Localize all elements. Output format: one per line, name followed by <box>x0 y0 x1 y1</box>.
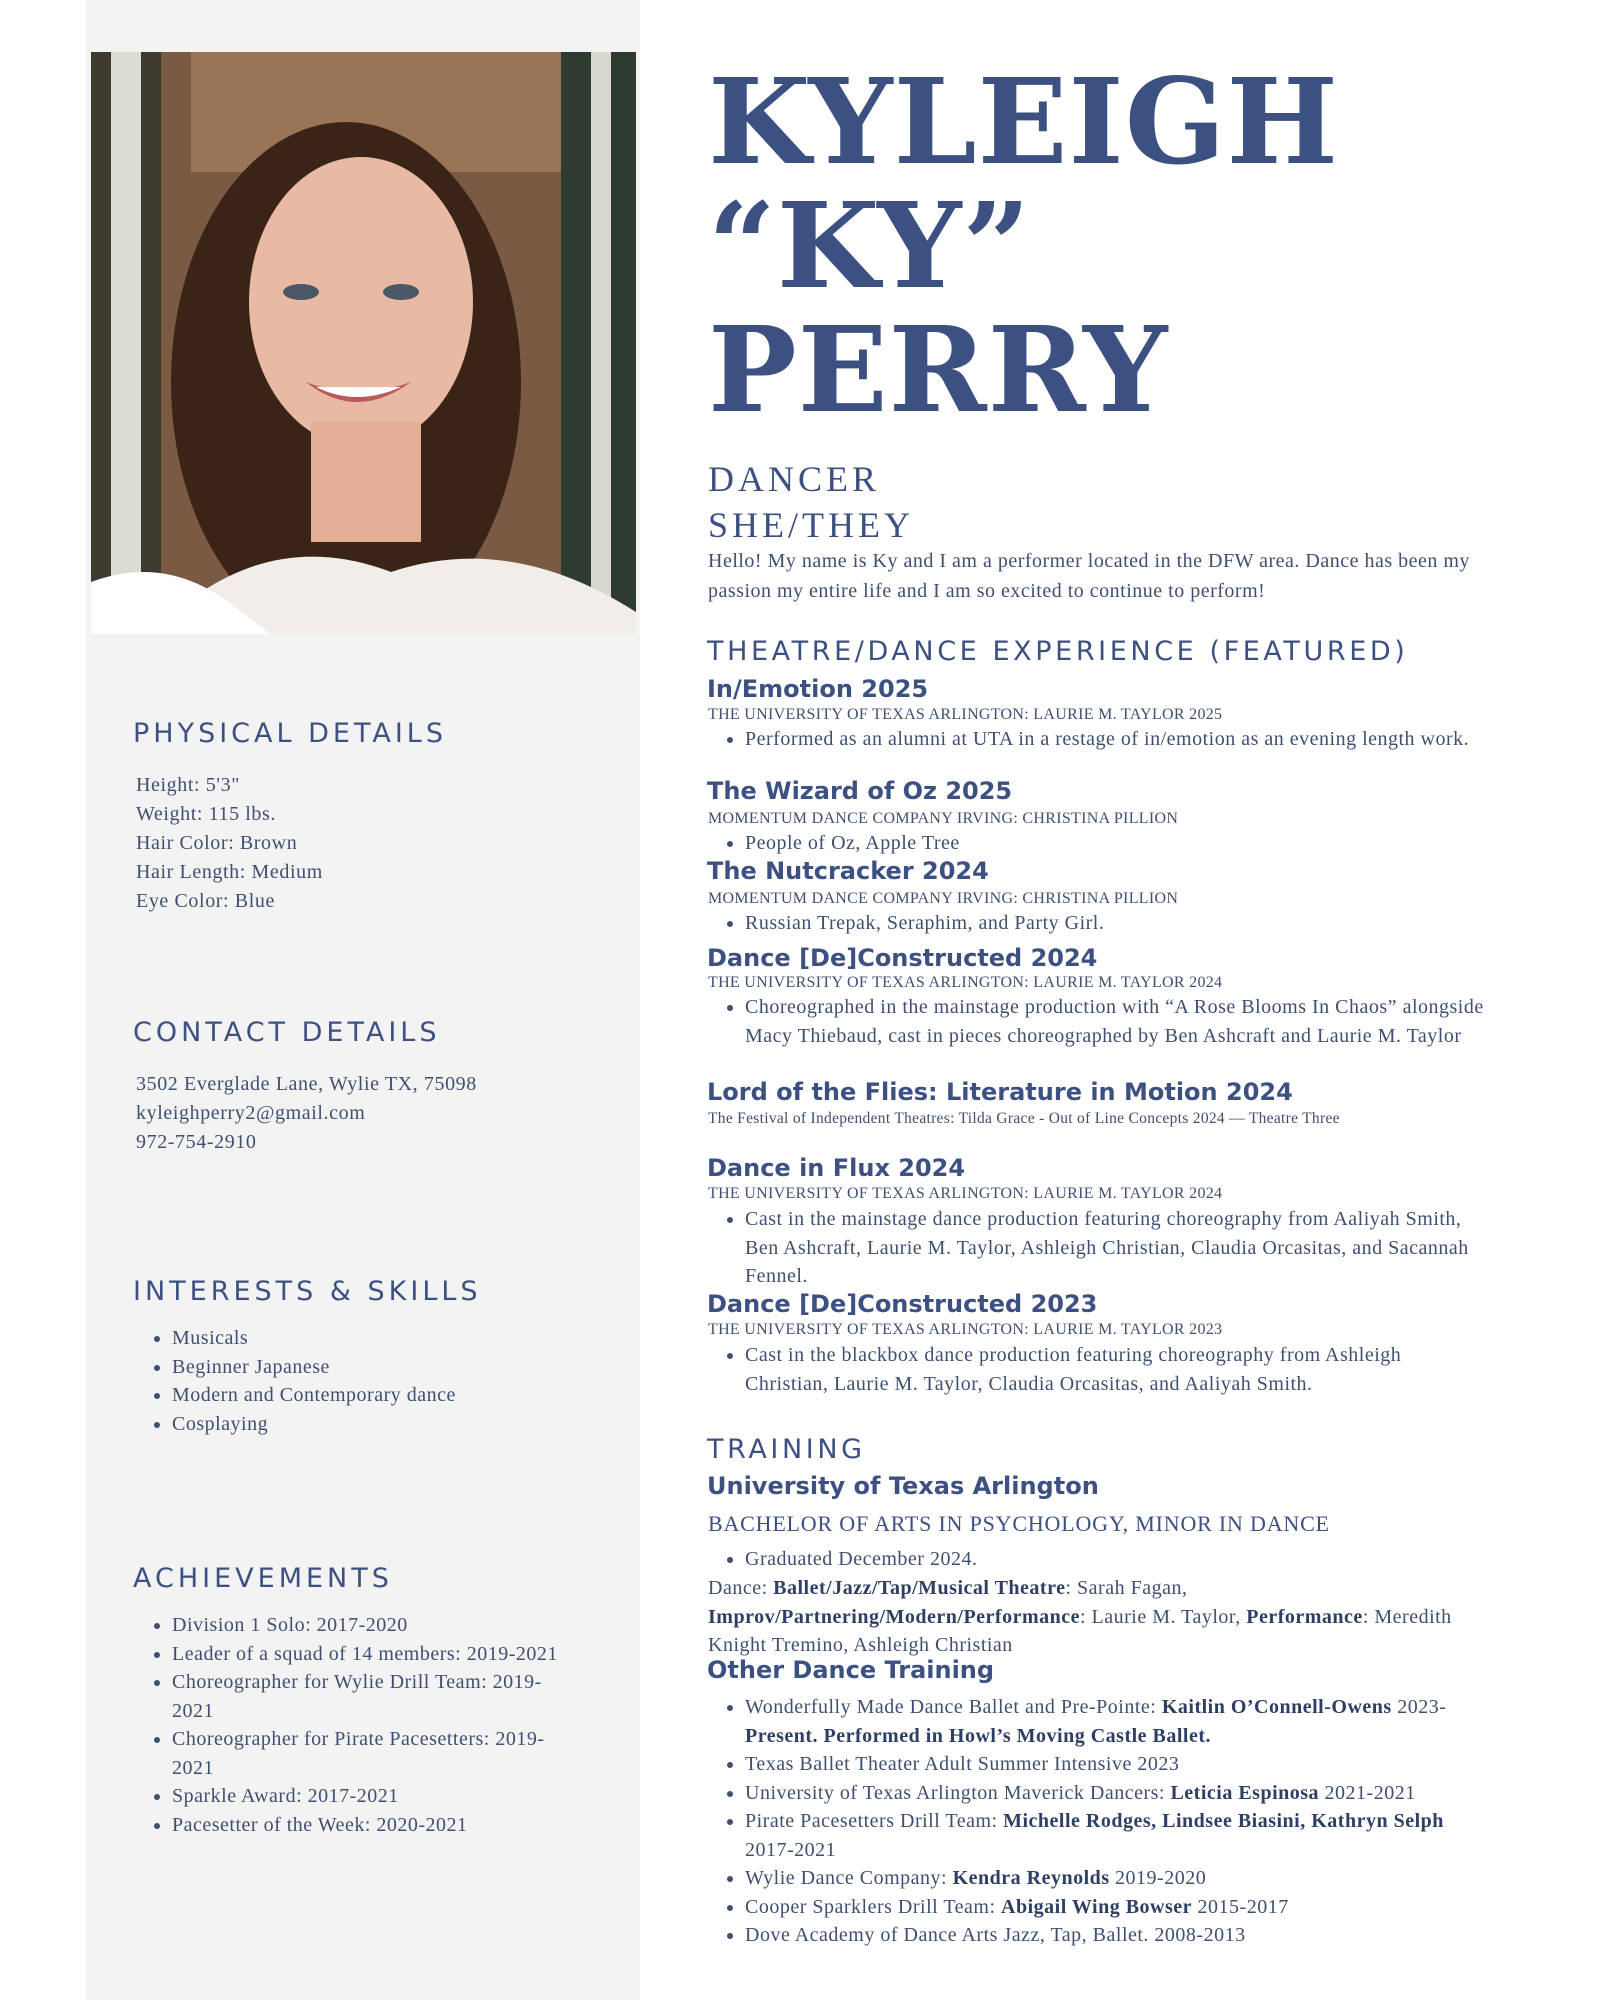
list-item: • Division 1 Solo: 2017-2020 <box>172 1611 583 1640</box>
degree-text: BACHELOR OF ARTS IN PSYCHOLOGY, MINOR IN DANCE <box>708 1511 1330 1536</box>
entry-bullets <box>708 993 1485 1050</box>
list-item: • Choreographer for Pirate Pacesetters: 2019-2021 <box>172 1725 583 1782</box>
weight-line: Weight: 115 lbs. <box>136 803 277 825</box>
list-item: • Leader of a squad of 14 members: 2019-2021 <box>172 1640 583 1669</box>
dance-text-2: : Laurie M. Taylor, <box>1079 1605 1247 1628</box>
dance-styles-1: Ballet/Jazz/Tap/Musical Theatre <box>773 1577 1066 1599</box>
entry-subtitle: The Festival of Independent Theatres: Tilda Grace - Out of Line Concepts 2024 — Theatre Three <box>708 1110 1340 1127</box>
list-item: • Dove Academy of Dance Arts Jazz, Tap, Ballet. 2008-2013 <box>745 1921 1485 1950</box>
achievements-list <box>133 1611 603 1839</box>
graduation-bullets <box>708 1545 1515 1574</box>
dance-text-1: : Sarah Fagan, <box>1065 1577 1188 1599</box>
physical-details-section <box>133 718 613 916</box>
achievements-heading: ACHIEVEMENTS <box>133 1563 393 1594</box>
role-block <box>708 456 914 548</box>
entry-subtitle: THE UNIVERSITY OF TEXAS ARLINGTON: LAURIE M. TAYLOR 2024 <box>708 974 1223 991</box>
contact-details-heading: CONTACT DETAILS <box>133 1017 441 1048</box>
experience-heading: THEATRE/DANCE EXPERIENCE (FEATURED) <box>707 636 1409 667</box>
list-item: • Pirate Pacesetters Drill Team: Michelle Rodges, Lindsee Biasini, Kathryn Selph 2017-2021 <box>745 1807 1485 1864</box>
applicant-name <box>708 52 1339 439</box>
phone-link[interactable]: 972-754-2910 <box>136 1131 257 1153</box>
entry-title: Dance [De]Constructed 2023 <box>707 1290 1098 1318</box>
email-link[interactable]: kyleighperry2@gmail.com <box>136 1102 366 1124</box>
other-training-heading: Other Dance Training <box>707 1656 995 1684</box>
list-item: • Beginner Japanese <box>172 1353 613 1382</box>
entry-bullets <box>708 829 1515 858</box>
eye-color-line: Eye Color: Blue <box>136 890 275 912</box>
entry-title: The Wizard of Oz 2025 <box>707 777 1013 805</box>
list-item: • Choreographed in the mainstage production with “A Rose Blooms In Chaos” alongside Macy Thiebaud, cast in pieces choreographed by Ben Ashcraft and Laurie M. Taylor <box>745 993 1485 1050</box>
contact-details-section <box>133 1017 613 1157</box>
dance-styles-2: Improv/Partnering/Modern/Performance <box>708 1605 1080 1628</box>
name-line-last: PERRY <box>708 300 1169 439</box>
entry-bullets <box>708 1341 1485 1398</box>
interests-skills-heading: INTERESTS & SKILLS <box>133 1276 482 1307</box>
entry-bullets <box>708 1205 1475 1291</box>
list-item: • Texas Ballet Theater Adult Summer Intensive 2023 <box>745 1750 1485 1779</box>
list-item: • Choreographer for Wylie Drill Team: 2019-2021 <box>172 1668 583 1725</box>
entry-title: Dance [De]Constructed 2024 <box>707 944 1098 972</box>
list-item: • Wylie Dance Company: Kendra Reynolds 2019-2020 <box>745 1864 1485 1893</box>
achievements-section <box>133 1563 603 1839</box>
contact-details-list <box>136 1070 613 1157</box>
entry-subtitle: MOMENTUM DANCE COMPANY IRVING: CHRISTINA PILLION <box>708 810 1179 827</box>
list-item: • Wonderfully Made Dance Ballet and Pre-Pointe: Kaitlin O’Connell-Owens 2023-Present. Performed in Howl’s Moving Castle Ballet. <box>745 1693 1485 1750</box>
entry-title: Lord of the Flies: Literature in Motion 2024 <box>707 1078 1293 1106</box>
physical-details-list <box>136 771 613 916</box>
height-line: Height: 5'3" <box>136 774 240 796</box>
name-line-first: KYLEIGH <box>708 52 1339 191</box>
role-title: DANCER <box>708 459 881 499</box>
entry-bullets <box>708 909 1515 938</box>
entry-title: In/Emotion 2025 <box>707 675 929 703</box>
entry-bullets <box>708 725 1485 753</box>
intro-paragraph: Hello! My name is Ky and I am a performer located in the DFW area. Dance has been my passion my entire life and I am so excited to continue to perform! <box>708 550 1470 602</box>
portrait-photo <box>91 52 636 634</box>
list-item: • Cast in the mainstage dance production featuring choreography from Aaliyah Smith, Ben Ashcraft, Laurie M. Taylor, Ashleigh Christian, Claudia Orcasitas, and Sacannah Fennel. <box>745 1205 1475 1291</box>
list-item: • People of Oz, Apple Tree <box>745 829 1515 858</box>
physical-details-heading: PHYSICAL DETAILS <box>133 718 447 749</box>
list-item: • University of Texas Arlington Maverick Dancers: Leticia Espinosa 2021-2021 <box>745 1779 1485 1808</box>
list-item: • Cooper Sparklers Drill Team: Abigail Wing Bowser 2015-2017 <box>745 1893 1485 1922</box>
hair-color-line: Hair Color: Brown <box>136 832 298 854</box>
dance-label: Dance: <box>708 1577 774 1599</box>
entry-subtitle: MOMENTUM DANCE COMPANY IRVING: CHRISTINA PILLION <box>708 890 1179 907</box>
other-training-list <box>708 1693 1485 1950</box>
list-item: • Cast in the blackbox dance production featuring choreography from Ashleigh Christian, Laurie M. Taylor, Claudia Orcasitas, and Aaliyah Smith. <box>745 1341 1485 1398</box>
list-item: • Musicals <box>172 1324 613 1353</box>
interests-skills-section <box>133 1276 613 1438</box>
entry-subtitle: THE UNIVERSITY OF TEXAS ARLINGTON: LAURIE M. TAYLOR 2024 <box>708 1185 1223 1202</box>
list-item: • Pacesetter of the Week: 2020-2021 <box>172 1811 583 1840</box>
training-heading: TRAINING <box>707 1434 866 1465</box>
list-item: • Performed as an alumni at UTA in a restage of in/emotion as an evening length work. <box>745 725 1485 753</box>
entry-title: The Nutcracker 2024 <box>707 857 989 885</box>
dance-instructors-paragraph <box>708 1574 1488 1660</box>
entry-subtitle: THE UNIVERSITY OF TEXAS ARLINGTON: LAURIE M. TAYLOR 2025 <box>708 706 1223 723</box>
list-item: • Russian Trepak, Seraphim, and Party Girl. <box>745 909 1515 938</box>
entry-subtitle: THE UNIVERSITY OF TEXAS ARLINGTON: LAURIE M. TAYLOR 2023 <box>708 1321 1223 1338</box>
entry-title: Dance in Flux 2024 <box>707 1154 966 1182</box>
list-item: • Cosplaying <box>172 1410 613 1439</box>
list-item: • Modern and Contemporary dance <box>172 1381 613 1410</box>
list-item: • Graduated December 2024. <box>745 1545 1515 1574</box>
name-line-nickname: “KY” <box>708 176 1032 315</box>
dance-styles-3: Performance <box>1246 1605 1363 1628</box>
hair-length-line: Hair Length: Medium <box>136 861 323 883</box>
school-name: University of Texas Arlington <box>707 1472 1099 1500</box>
list-item: • Sparkle Award: 2017-2021 <box>172 1782 583 1811</box>
address-text: 3502 Everglade Lane, Wylie TX, 75098 <box>136 1073 477 1095</box>
interests-list <box>133 1324 613 1438</box>
dance-text-3: : Meredith Knight Tremino, Ashleigh Christian <box>708 1605 1452 1656</box>
pronouns: SHE/THEY <box>708 505 914 545</box>
